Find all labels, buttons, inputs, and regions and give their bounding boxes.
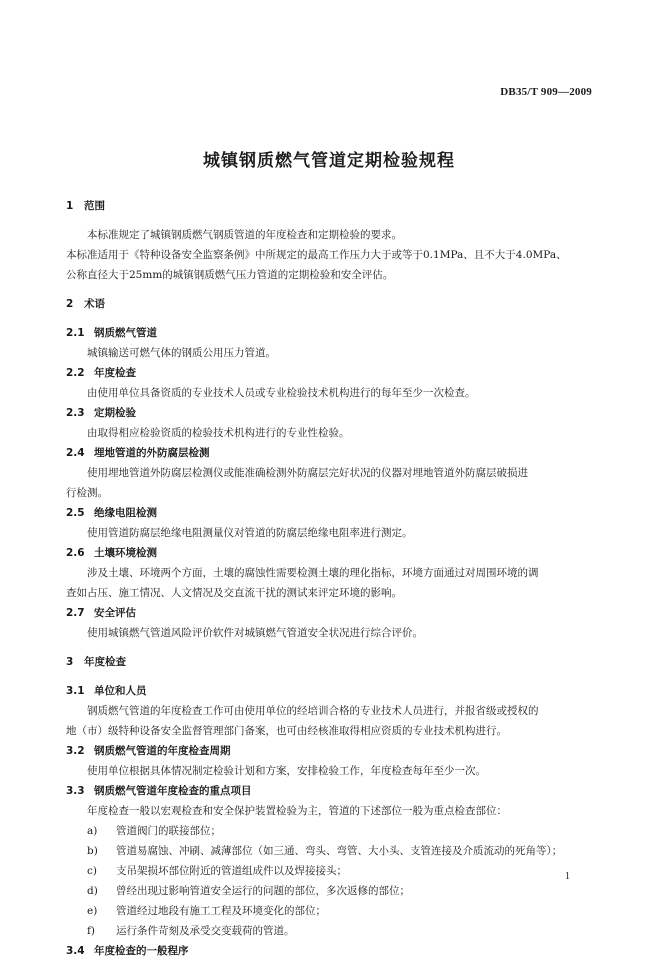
document-body [66, 196, 594, 961]
term-heading: 2.5 绝缘电阻检测 [66, 507, 157, 519]
section-1-heading: 1 范围 [66, 200, 105, 212]
list-item [66, 821, 594, 841]
list-item-label: d) [87, 885, 98, 897]
term-definition: 由取得相应检验资质的检验技术机构进行的专业性检验。 [87, 427, 350, 439]
paragraph: 本标准规定了城镇钢质燃气钢质管道的年度检查和定期检验的要求。 [87, 229, 402, 241]
paragraph: 公称直径大于25mm的城镇钢质燃气压力管道的定期检验和安全评估。 [66, 269, 394, 281]
list-item [66, 881, 594, 901]
list-item-label: a) [87, 825, 98, 837]
term-heading: 2.3 定期检验 [66, 407, 136, 419]
paragraph: 年度检查一般以宏观检查和安全保护装置检验为主，管道的下述部位一般为重点检查部位： [87, 805, 507, 817]
list-item-label: f) [87, 925, 95, 937]
list-item [66, 841, 594, 861]
standard-code: DB35/T 909—2009 [500, 86, 592, 98]
checklist [66, 821, 594, 941]
section-3-heading: 3 年度检查 [66, 656, 126, 668]
paragraph: 本标准适用于《特种设备安全监察条例》中所规定的最高工作压力大于或等于0.1MPa、且不大于4.0MPa、 [66, 249, 567, 261]
term-heading: 2.7 安全评估 [66, 607, 136, 619]
list-item [66, 901, 594, 921]
section-2-heading: 2 术语 [66, 298, 105, 310]
list-item-label: c) [87, 865, 97, 877]
term-definition: 行检测。 [66, 487, 108, 499]
subsection-3-3-heading: 3.3 钢质燃气管道年度检查的重点项目 [66, 785, 252, 797]
term-definition: 使用埋地管道外防腐层检测仪或能准确检测外防腐层完好状况的仪器对埋地管道外防腐层破损进 [87, 467, 528, 479]
term-heading: 2.1 钢质燃气管道 [66, 327, 157, 339]
term-heading: 2.2 年度检查 [66, 367, 136, 379]
list-item-label: b) [87, 845, 98, 857]
list-item-text: 管道阀门的联接部位； [116, 825, 221, 837]
page-number: 1 [565, 871, 570, 882]
terms-list [66, 323, 594, 643]
page-title: 城镇钢质燃气管道定期检验规程 [203, 151, 455, 171]
subsection-3-4-heading: 3.4 年度检查的一般程序 [66, 945, 189, 957]
term-heading: 2.6 土壤环境检测 [66, 547, 157, 559]
term-definition: 由使用单位具备资质的专业技术人员或专业检验技术机构进行的每年至少一次检查。 [87, 387, 476, 399]
list-item-text: 管道经过地段有施工工程及环境变化的部位； [116, 905, 326, 917]
term-definition: 使用城镇燃气管道风险评价软件对城镇燃气管道安全状况进行综合评价。 [87, 627, 423, 639]
list-item [66, 921, 594, 941]
list-item-text: 管道易腐蚀、冲刷、减薄部位（如三通、弯头、弯管、大小头、支管连接及介质流动的死角等）； [116, 845, 563, 857]
list-item-text: 支吊架损坏部位附近的管道组成件以及焊接接头； [116, 865, 347, 877]
paragraph: 地（市）级特种设备安全监督管理部门备案，也可由经核准取得相应资质的专业技术机构进行。 [66, 725, 507, 737]
subsection-3-2-heading: 3.2 钢质燃气管道的年度检查周期 [66, 745, 231, 757]
paragraph: 使用单位根据具体情况制定检验计划和方案，安排检验工作，年度检查每年至少一次。 [87, 765, 486, 777]
term-definition: 涉及土壤、环境两个方面，土壤的腐蚀性需要检测土壤的理化指标，环境方面通过对周围环境的调 [87, 567, 539, 579]
paragraph: 钢质燃气管道的年度检查工作可由使用单位的经培训合格的专业技术人员进行，并报省级或授权的 [87, 705, 539, 717]
list-item-text: 运行条件苛刻及承受交变载荷的管道。 [116, 925, 295, 937]
list-item [66, 861, 594, 881]
term-definition: 使用管道防腐层绝缘电阻测量仪对管道的防腐层绝缘电阻率进行测定。 [87, 527, 413, 539]
term-definition: 查如占压、施工情况、人文情况及交直流干扰的测试来评定环境的影响。 [66, 587, 402, 599]
term-heading: 2.4 埋地管道的外防腐层检测 [66, 447, 210, 459]
subsection-3-1-heading: 3.1 单位和人员 [66, 685, 147, 697]
list-item-label: e) [87, 905, 98, 917]
term-definition: 城镇输送可燃气体的钢质公用压力管道。 [87, 347, 276, 359]
list-item-text: 曾经出现过影响管道安全运行的问题的部位，多次返修的部位； [116, 885, 410, 897]
